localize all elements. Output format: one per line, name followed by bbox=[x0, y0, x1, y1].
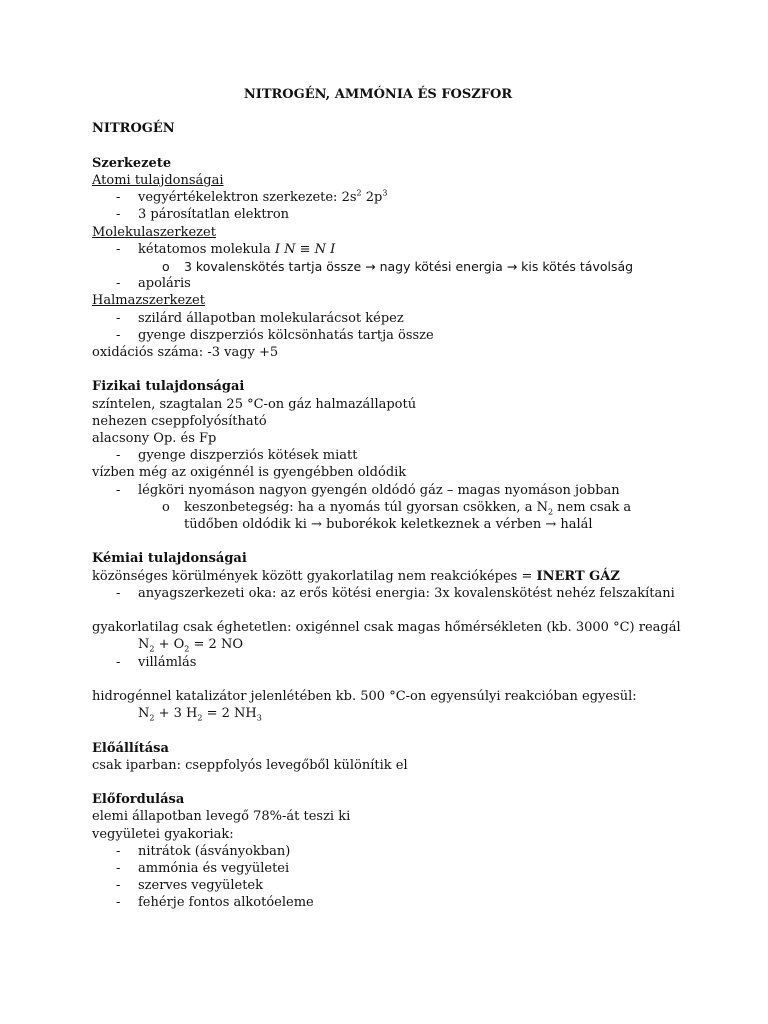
subscript: 2 bbox=[184, 645, 190, 655]
document-title: NITROGÉN, AMMÓNIA ÉS FOSZFOR bbox=[243, 87, 513, 102]
sub-list-item bbox=[92, 499, 692, 516]
paragraph: színtelen, szagtalan 25 °C-on gáz halmazállapotú bbox=[92, 396, 417, 412]
list-item: - nitrátok (ásványokban) bbox=[92, 843, 692, 860]
equation-part: = 2 NO bbox=[189, 637, 243, 653]
eloallitasa-heading: Előállítása bbox=[92, 740, 169, 756]
equation-part: + 3 H bbox=[154, 706, 198, 722]
list-item: - gyenge diszperziós kötések miatt bbox=[92, 447, 692, 464]
subscript: 2 bbox=[197, 713, 203, 723]
list-item: - gyenge diszperziós kölcsönhatás tartja össze bbox=[92, 327, 692, 344]
list-item: - légköri nyomáson nagyon gyengén oldódó gáz – magas nyomáson jobban bbox=[92, 482, 692, 499]
list-item: - szerves vegyületek bbox=[92, 877, 692, 894]
equation-part: N bbox=[138, 706, 150, 722]
subscript: 2 bbox=[149, 645, 155, 655]
molekula-heading: Molekulaszerkezet bbox=[92, 224, 216, 240]
atomi-heading: Atomi tulajdonságai bbox=[92, 172, 224, 188]
paragraph: nehezen cseppfolyósítható bbox=[92, 413, 267, 429]
kemiai-heading: Kémiai tulajdonságai bbox=[92, 551, 247, 567]
sub-list-item-continued: tüdőben oldódik ki → buborékok keletkeznek a vérben → halál bbox=[184, 517, 593, 533]
list-item: - 3 párosítatlan elektron bbox=[92, 206, 692, 223]
paragraph-text: közönséges körülmények között gyakorlatilag nem reakcióképes = bbox=[92, 568, 537, 584]
list-item-text: kétatomos molekula bbox=[138, 241, 275, 257]
sub-list-item-text: nem csak a bbox=[553, 499, 632, 515]
equation bbox=[92, 705, 692, 722]
subscript: 2 bbox=[149, 713, 155, 723]
sub-list-item: o 3 kovalenskötés tartja össze → nagy kötési energia → kis kötés távolság bbox=[92, 258, 692, 275]
list-item: - villámlás bbox=[92, 654, 692, 671]
list-item bbox=[92, 189, 692, 206]
paragraph: oxidációs száma: -3 vagy +5 bbox=[92, 345, 279, 361]
section-nitrogen-heading: NITROGÉN bbox=[92, 121, 175, 137]
subscript: 3 bbox=[256, 713, 262, 723]
list-item: - szilárd állapotban molekularácsot képez bbox=[92, 310, 692, 327]
superscript: 2 bbox=[356, 188, 362, 198]
halmaz-heading: Halmazszerkezet bbox=[92, 293, 205, 309]
list-item: - ammónia és vegyületei bbox=[92, 860, 692, 877]
equation-part: = 2 NH bbox=[202, 706, 257, 722]
paragraph: hidrogénnel katalizátor jelenlétében kb. 500 °C-on egyensúlyi reakcióban egyesül: bbox=[92, 689, 637, 705]
fizikai-heading: Fizikai tulajdonságai bbox=[92, 379, 245, 395]
paragraph: csak iparban: cseppfolyós levegőből különítik el bbox=[92, 757, 408, 773]
equation-part: N bbox=[138, 637, 150, 653]
superscript: 3 bbox=[382, 188, 388, 198]
paragraph: elemi állapotban levegő 78%-át teszi ki bbox=[92, 809, 351, 825]
list-item-text: 2p bbox=[361, 190, 383, 206]
document-body bbox=[92, 86, 692, 912]
sub-list-item-text: keszonbetegség: ha a nyomás túl gyorsan csökken, a N bbox=[184, 499, 548, 515]
subscript: 2 bbox=[547, 507, 554, 517]
list-item: - fehérje fontos alkotóeleme bbox=[92, 894, 692, 911]
paragraph: vegyületei gyakoriak: bbox=[92, 826, 234, 842]
list-item bbox=[92, 241, 692, 258]
list-item: - anyagszerkezeti oka: az erős kötési energia: 3x kovalenskötést nehéz felszakítani bbox=[92, 585, 692, 602]
paragraph: vízben még az oxigénnél is gyengébben oldódik bbox=[92, 465, 407, 481]
paragraph: alacsony Op. és Fp bbox=[92, 431, 217, 447]
equation bbox=[92, 636, 692, 653]
paragraph: gyakorlatilag csak éghetetlen: oxigénnel csak magas hőmérsékleten (kb. 3000 °C) reagál bbox=[92, 620, 681, 636]
equation-part: + O bbox=[154, 637, 185, 653]
szerkezete-heading: Szerkezete bbox=[92, 155, 172, 171]
paragraph bbox=[92, 568, 692, 585]
inert-gas-label: INERT GÁZ bbox=[536, 568, 620, 584]
elofordulasa-heading: Előfordulása bbox=[92, 792, 185, 808]
list-item-text: vegyértékelektron szerkezete: 2s bbox=[138, 190, 357, 206]
formula: I N ≡ N I bbox=[274, 241, 336, 257]
list-item: - apoláris bbox=[92, 275, 692, 292]
